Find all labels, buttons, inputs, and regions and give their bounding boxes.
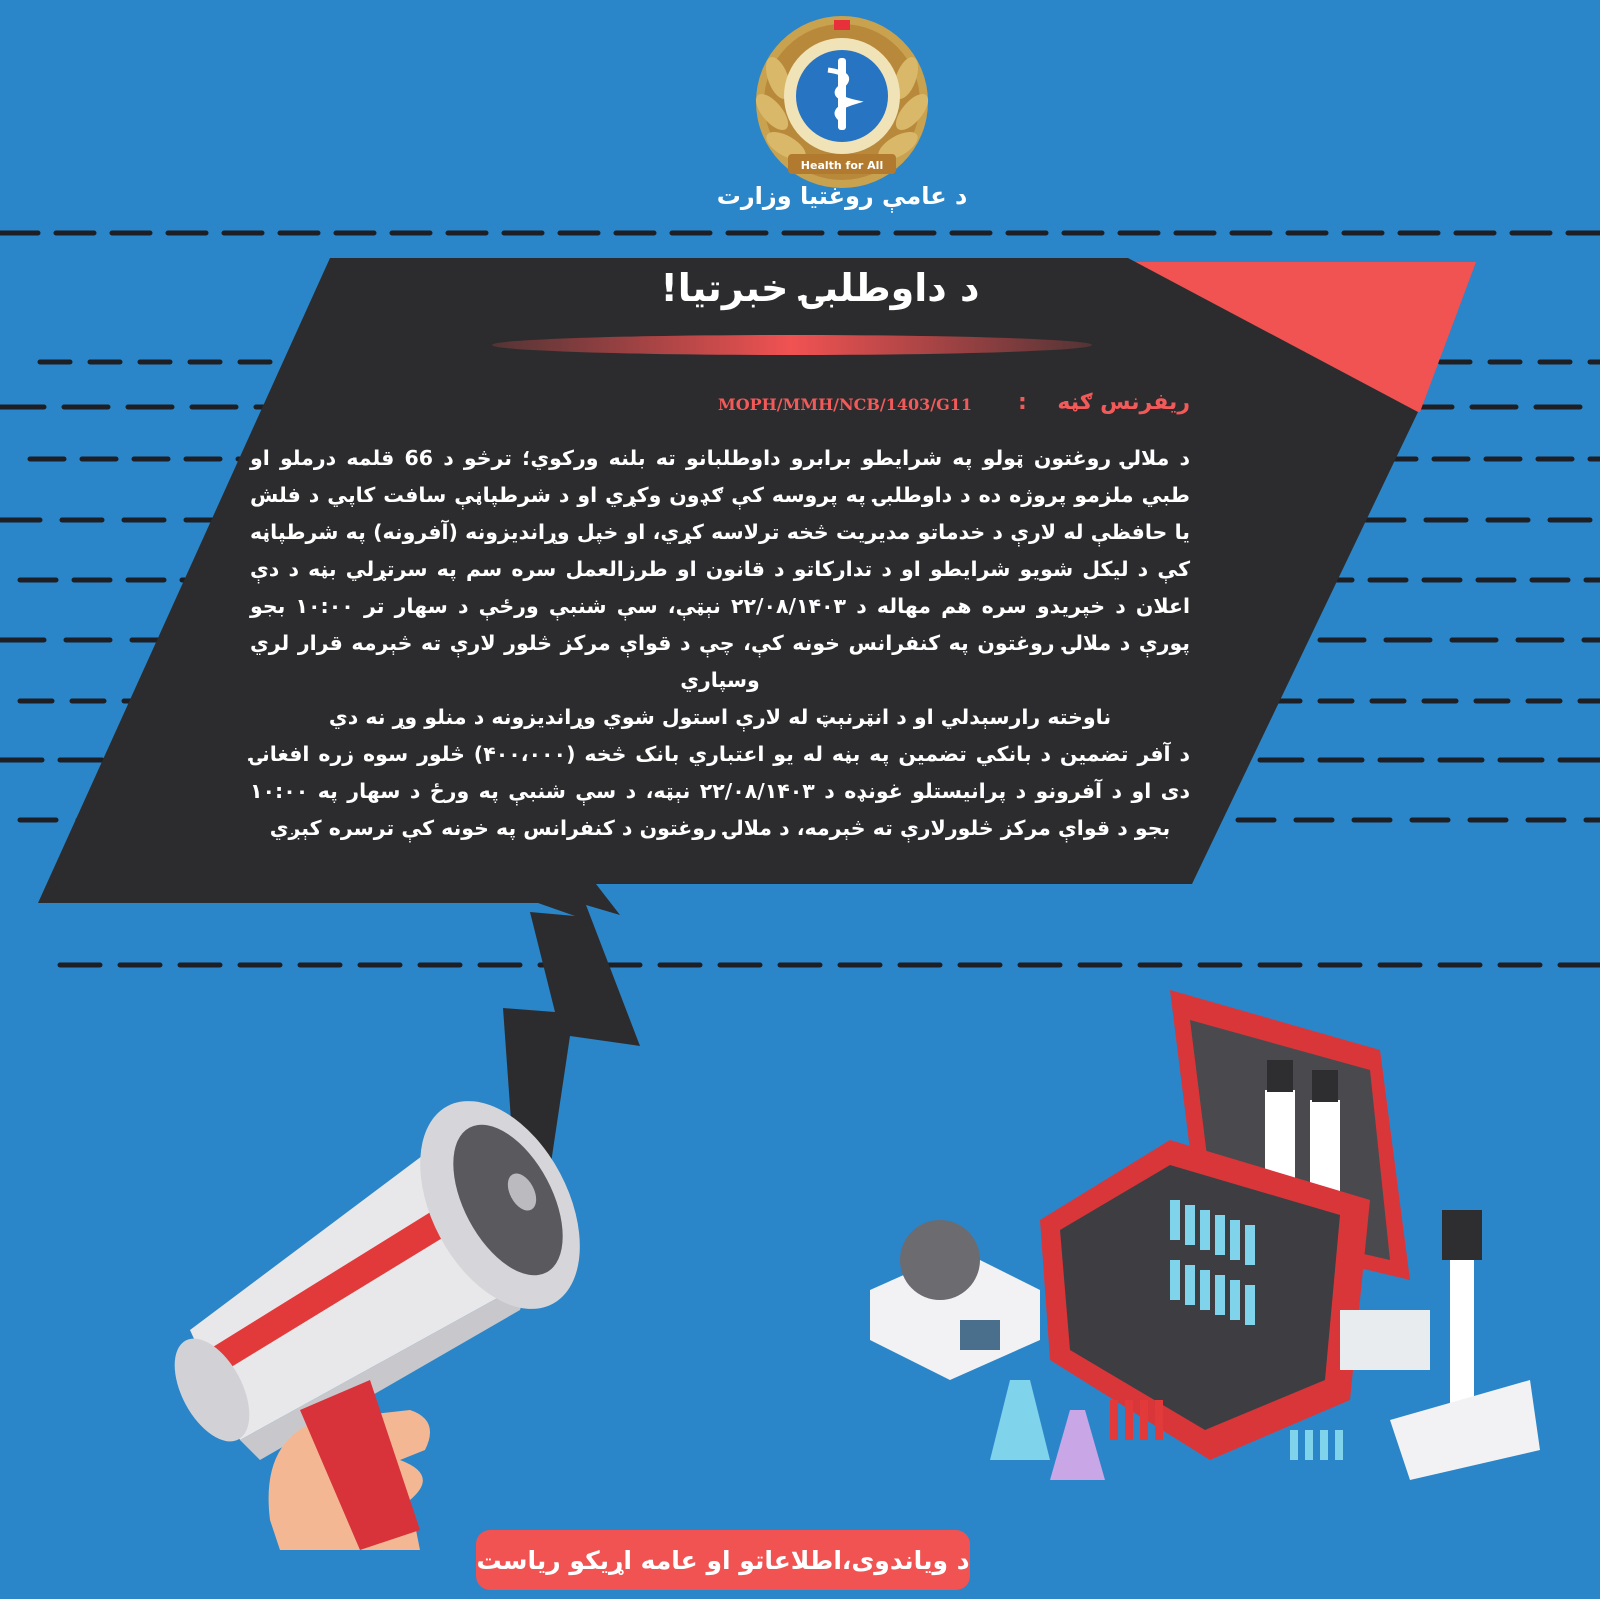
body-paragraph: د آفر تضمين د بانکي تضمين په بڼه له يو اعتباري بانک څخه (۴۰۰،۰۰۰) څلور سوه زره افغانۍ دی او د آفرونو د پرانيستلو غونډه د ۲۲/۰۸/۱۴۰۳ نېټه، د سې شنبې په ورځ د سهار په ۱۰:۰۰ بجو د قواې مرکز څلورلارې ته څېرمه، د ملالۍ روغتون د کنفرانس په خونه کې ترسره کېږي: [250, 742, 1190, 840]
centrifuge-screen: [960, 1320, 1000, 1350]
lab-kit-illustration: [870, 960, 1570, 1560]
reference-label: ريفرنس ګڼه: [1057, 390, 1190, 415]
bottle-icon: [1265, 1090, 1295, 1180]
reference-number: MOPH/MMH/NCB/1403/G11: [718, 395, 973, 414]
megaphone-illustration: [170, 1080, 590, 1550]
reference-separator: :: [1018, 390, 1027, 415]
ministry-logo-emblem: [748, 8, 936, 196]
flask-icon: [1050, 1410, 1105, 1480]
announcement-title: د داوطلبۍ خبرتيا!: [660, 266, 980, 310]
crescent-badge-icon: [834, 20, 850, 30]
flask-icon: [990, 1380, 1050, 1460]
body-paragraph: د ملالۍ روغتون ټولو په شرايطو برابرو داوطلبانو ته بلنه ورکوي؛ ترڅو د 66 قلمه درملو او طبي ملزمو پروژه ده د داوطلبۍ په پروسه کې ګډون وکړي او د شرطپاڼې سافت کاپي د فلش يا حافظې له لارې د خدماتو مديريت څخه ترلاسه کړي، او خپل وړانديزونه (آفرونه) په شرطپاڼه کې د ليکل شويو شرايطو او د تدارکاتو د قانون او طرزالعمل سره سم په سرتړلي بڼه د دې اعلان د خپريدو سره هم مهاله د ۲۲/۰۸/۱۴۰۳ نېټې، سې شنبې ورځې د سهار تر ۱۰:۰۰ بجو پورې د ملالۍ روغتون په کنفرانس خونه کې، چې د قواې مرکز څلور لارې ته څېرمه قرار لري وسپاري: [250, 446, 1190, 692]
title-underline: [492, 335, 1092, 355]
ministry-name: د عامې روغتيا وزارت: [716, 182, 968, 210]
logo-motto: Health for All: [800, 159, 884, 172]
announcement-body: [250, 440, 1190, 847]
directorate-badge: د وياندوی،اطلاعاتو او عامه اړيکو رياست: [476, 1530, 970, 1590]
sample-box: [1340, 1310, 1430, 1370]
body-paragraph: ناوخته رارسېدلي او د انټرنېټ له لارې استول شوي وړانديزونه د منلو وړ نه دي: [328, 705, 1112, 729]
